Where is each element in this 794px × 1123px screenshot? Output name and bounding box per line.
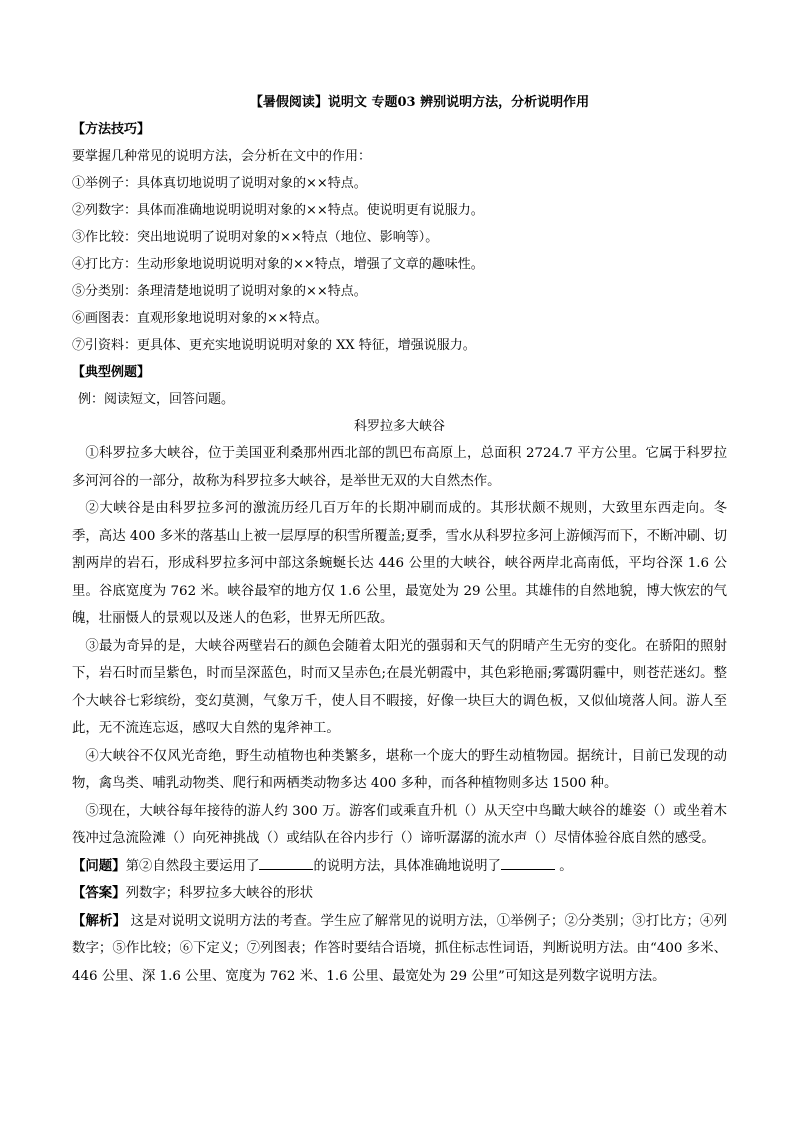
question-line xyxy=(72,853,727,881)
article-title: 科罗拉多大峡谷 xyxy=(353,419,445,434)
answer-label: 【答案】 xyxy=(72,885,126,901)
page-title: 【暑假阅读】说明文 专题03 辨别说明方法，分析说明作用 xyxy=(249,95,590,110)
answer-line xyxy=(72,880,727,908)
article-paragraph: ③最为奇异的是，大峡谷两壁岩石的颜色会随着太阳光的强弱和天气的阴晴产生无穷的变化。在骄阳的照射下，岩石时而呈紫色，时而呈深蓝色，时而又呈赤色;在晨光朝霞中，其色彩艳丽;雾霭阴霾中，则苍茫迷幻。整个大峡谷七彩缤纷，变幻莫测，气象万千，使人目不暇接，好像一块巨大的调色板，又似仙境落人间。游人至此，无不流连忘返，感叹大自然的鬼斧神工。 xyxy=(72,638,727,736)
article-paragraph: ②大峡谷是由科罗拉多河的激流历经几百万年的长期冲刷而成的。其形状颇不规则，大致里东西走向。冬季，高达 400 多米的落基山上被一层厚厚的积雪所覆盖;夏季，雪水从科罗拉多河上游倾泻而下，不断冲刷、切割两岸的岩石，形成科罗拉多河中部这条蜿蜒长达 446 公里的大峡谷，峡谷两岸北高南低，平均谷深 1.6 公里。谷底宽度为 762 米。峡谷最窄的地方仅 1.6 公里，最宽处为 29 公里。其雄伟的自然地貌，博大恢宏的气魄，壮丽慑人的景观以及迷人的色彩，世界无所匹敌。 xyxy=(72,501,727,626)
analysis-label: 【解析】 xyxy=(72,912,127,929)
question-text-before: 第②自然段主要运用了 xyxy=(125,858,260,874)
methods-intro: 要掌握几种常见的说明方法，会分析在文中的作用： xyxy=(72,149,372,164)
answer-text: 列数字；科罗拉多大峡谷的形状 xyxy=(125,886,314,901)
method-item: ③作比较：突出地说明了说明对象的××特点（地位、影响等）。 xyxy=(72,230,439,245)
example-prompt: 例：阅读短文，回答问题。 xyxy=(78,392,235,407)
method-item: ②列数字：具体而准确地说明说明对象的××特点。使说明更有说服力。 xyxy=(72,203,484,218)
method-item: ⑦引资料：更具体、更充实地说明说明对象的 XX 特征，增强说服力。 xyxy=(72,338,476,353)
analysis-text: 这是对说明文说明方法的考查。学生应了解常见的说明方法，①举例子；②分类别；③打比方；④列数字；⑤作比较；⑥下定义；⑦列图表；作答时要结合语境，抓住标志性词语，判断说明方法。由“400 多米、446 公里、深 1.6 公里、宽度为 762 米、1.6 公里、最宽处为 29 公里”可知这是列数字说明方法。 xyxy=(72,913,727,984)
question-text-after: 。 xyxy=(554,858,573,874)
article-paragraph: ④大峡谷不仅风光奇绝，野生动植物也种类繁多，堪称一个庞大的野生动植物园。据统计，目前已发现的动物，禽鸟类、哺乳动物类、爬行和两栖类动物多达 400 多种，而各种植物则多达 1500 种。 xyxy=(72,748,727,791)
document-page xyxy=(72,92,727,990)
examples-heading: 【典型例题】 xyxy=(72,365,151,380)
method-item: ④打比方：生动形象地说明说明对象的××特点，增强了文章的趣味性。 xyxy=(72,257,484,272)
method-item: ⑥画图表：直观形象地说明对象的××特点。 xyxy=(72,311,328,326)
answer-blank-2 xyxy=(501,855,555,870)
article-paragraph: ①科罗拉多大峡谷，位于美国亚利桑那州西北部的凯巴布高原上，总面积 2724.7 平方公里。它属于科罗拉多河河谷的一部分，故称为科罗拉多大峡谷，是举世无双的大自然杰作。 xyxy=(72,446,727,489)
method-item: ①举例子：具体真切地说明了说明对象的××特点。 xyxy=(72,176,367,191)
question-label: 【问题】 xyxy=(72,857,126,874)
question-text-middle: 的说明方法，具体准确地说明了 xyxy=(313,858,501,874)
answer-blank-1 xyxy=(259,855,313,870)
analysis-paragraph xyxy=(72,908,727,991)
method-item: ⑤分类别：条理清楚地说明了说明对象的××特点。 xyxy=(72,284,367,299)
methods-heading: 【方法技巧】 xyxy=(72,122,151,137)
article-paragraph: ⑤现在，大峡谷每年接待的游人约 300 万。游客们或乘直升机（）从天空中鸟瞰大峡谷的雄姿（）或坐着木筏冲过急流险滩（）向死神挑战（）或结队在谷内步行（）谛听潺潺的流水声（）尽情体验谷底自然的感受。 xyxy=(72,803,727,846)
